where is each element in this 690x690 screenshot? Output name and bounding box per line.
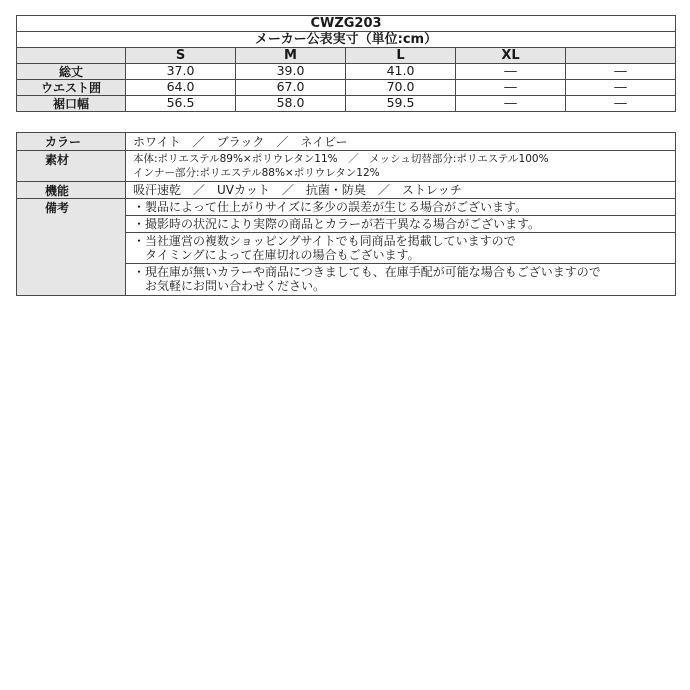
note-item [126,232,675,263]
notes-value [126,199,676,296]
cell-value: 58.0 [236,96,346,112]
size-header-xl: XL [456,48,566,64]
note-item [126,263,675,295]
row-label: 裾口幅 [17,96,126,112]
cell-value: ― [456,64,566,80]
cell-value: ― [566,96,676,112]
info-row-notes [17,199,676,296]
info-row-material [17,151,676,182]
row-label: 総丈 [17,64,126,80]
info-row-function [17,182,676,199]
note-item [126,215,675,232]
cell-value: ― [566,64,676,80]
color-label: カラー [17,133,126,151]
cell-value: 56.5 [126,96,236,112]
size-row-waist [17,80,676,96]
note-line: ・現在庫が無いカラーや商品につきましても、在庫手配が可能な場合もございますので [133,265,601,279]
cell-value: 64.0 [126,80,236,96]
function-label: 機能 [17,182,126,199]
size-row-hem-width [17,96,676,112]
size-header-blank [566,48,676,64]
cell-value: 37.0 [126,64,236,80]
cell-value: ― [566,80,676,96]
notes-label: 備考 [17,199,126,296]
cell-value: 39.0 [236,64,346,80]
note-line: タイミングによって在庫切れの場合もございます。 [133,248,420,262]
note-line: ・製品によって仕上がりサイズに多少の誤差が生じる場合がございます。 [133,200,528,214]
cell-value: ― [456,96,566,112]
note-line: ・当社運営の複数ショッピングサイトでも同商品を掲載していますので [133,234,516,248]
cell-value: 41.0 [346,64,456,80]
note-item [126,199,675,215]
cell-value: 70.0 [346,80,456,96]
cell-value: ― [456,80,566,96]
note-line: お気軽にお問い合わせください。 [133,279,326,293]
color-value: ホワイト ／ ブラック ／ ネイビー [126,133,676,151]
row-label: ウエスト囲 [17,80,126,96]
material-line: インナー部分:ポリエステル88%×ポリウレタン12% [133,167,380,179]
product-code: CWZG203 [17,16,676,32]
size-table-subtitle: メーカー公表実寸（単位:cm） [17,32,676,48]
cell-value: 67.0 [236,80,346,96]
size-header-l: L [346,48,456,64]
info-row-color [17,133,676,151]
note-line: ・撮影時の状況により実際の商品とカラーが若干異なる場合がございます。 [133,217,541,231]
material-line: 本体:ポリエステル89%×ポリウレタン11% ／ メッシュ切替部分:ポリエステル100% [133,153,549,165]
size-row-total-length [17,64,676,80]
function-value: 吸汗速乾 ／ UVカット ／ 抗菌・防臭 ／ ストレッチ [126,182,676,199]
size-table [16,15,676,112]
size-header-m: M [236,48,346,64]
size-header-s: S [126,48,236,64]
cell-value: 59.5 [346,96,456,112]
product-info-table [16,132,676,296]
size-header-corner [17,48,126,64]
material-label: 素材 [17,151,126,182]
material-value [126,151,676,182]
